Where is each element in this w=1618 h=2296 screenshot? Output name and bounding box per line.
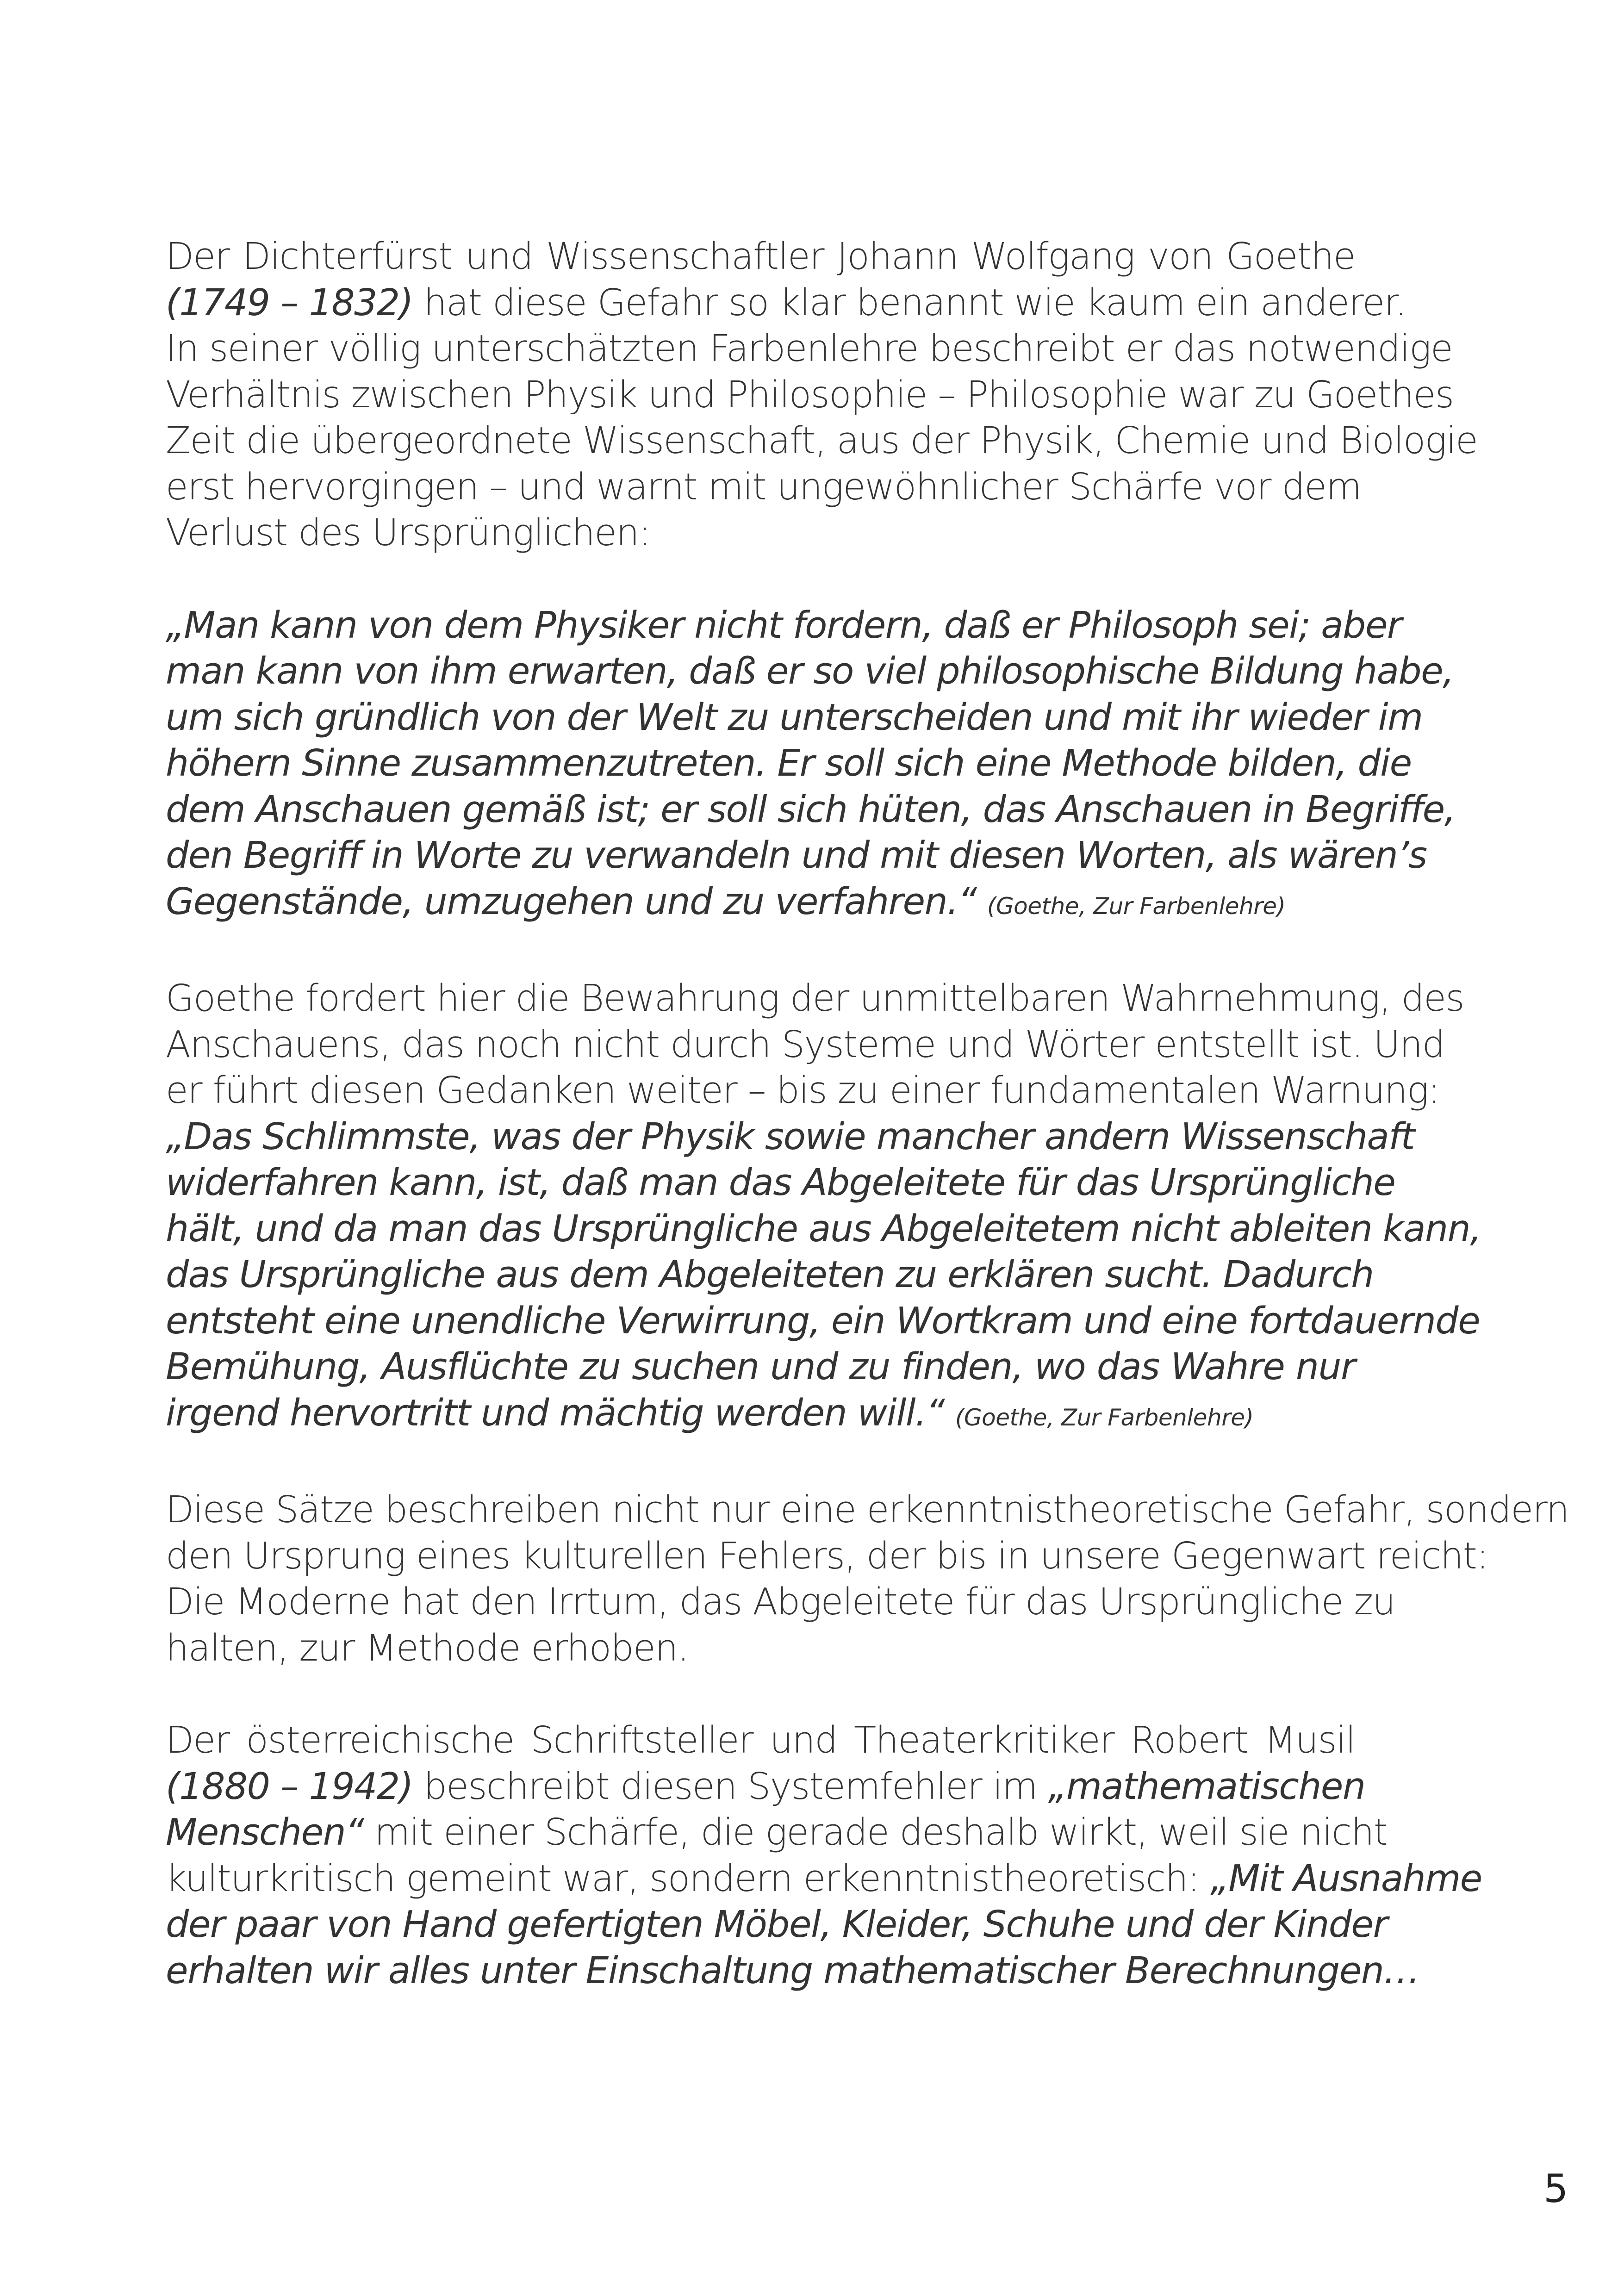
body-text: erst hervorgingen – und warnt mit ungewöhnlicher Schärfe vor dem: [166, 465, 1361, 508]
page-number: 5: [1543, 2166, 1568, 2211]
text-line: [166, 1487, 1569, 1533]
text-line: [166, 833, 1427, 879]
quote-text: irgend hervortritt und mächtig werden will.“: [166, 1391, 955, 1434]
body-text: halten, zur Methode erhoben.: [166, 1626, 689, 1669]
quote-text: höhern Sinne zusammenzutreten. Er soll sich eine Methode bilden, die: [166, 742, 1412, 784]
quote-text: „mathematischen: [1048, 1765, 1365, 1808]
quote-text: um sich gründlich von der Welt zu unterscheiden und mit ihr wieder im: [166, 696, 1423, 739]
text-line: [166, 464, 1361, 510]
body-text: Zeit die übergeordnete Wissenschaft, aus der Physik, Chemie und Biologie: [166, 419, 1478, 462]
body-text: er führt diesen Gedanken weiter – bis zu einer fundamentalen Warnung:: [166, 1069, 1440, 1112]
quote-text: (1880 – 1942): [166, 1765, 413, 1808]
text-line: [166, 1206, 1481, 1252]
body-text: Verlust des Ursprünglichen:: [166, 511, 651, 554]
text-line: [166, 648, 1454, 695]
text-line: [166, 418, 1478, 464]
quote-text: Gegenstände, umzugehen und zu verfahren.“: [166, 880, 987, 923]
citation-source: (Goethe, Zur Farbenlehre): [987, 892, 1286, 920]
quote-text: Menschen“: [166, 1811, 364, 1854]
body-text: mit einer Schärfe, die gerade deshalb wirkt, weil sie nicht: [363, 1811, 1388, 1854]
text-line: [166, 1902, 1388, 1948]
quote-text: „Man kann von dem Physiker nicht fordern, daß er Philosoph sei; aber: [166, 604, 1401, 647]
text-line: [166, 1114, 1415, 1160]
body-text: In seiner völlig unterschätzten Farbenlehre beschreibt er das notwendige: [166, 327, 1453, 370]
text-line: [166, 1022, 1445, 1068]
quote-text: entsteht eine unendliche Verwirrung, ein Wortkram und eine fortdauernde: [166, 1299, 1480, 1342]
quote-text: Bemühung, Ausflüchte zu suchen und zu finden, wo das Wahre nur: [166, 1345, 1355, 1388]
text-line: [166, 1856, 1482, 1902]
text-line: [166, 1625, 1355, 1672]
quote-text: den Begriff in Worte zu verwandeln und mit diesen Worten, als wären’s: [166, 834, 1427, 877]
body-text: hat diese Gefahr so klar benannt wie kaum ein anderer.: [412, 281, 1406, 324]
paragraph: [166, 1717, 1482, 1994]
text-line: [166, 603, 1401, 649]
text-line: [166, 1068, 1440, 1114]
text-line: [166, 372, 1454, 418]
quote-text: das Ursprüngliche aus dem Abgeleiteten zu erklären sucht. Dadurch: [166, 1253, 1374, 1296]
text-line: [166, 1717, 1355, 1764]
body-text: Anschauens, das noch nicht durch Systeme und Wörter entstellt ist. Und: [166, 1023, 1445, 1066]
text-line: [166, 740, 1412, 787]
text-line: [166, 1252, 1374, 1298]
text-line: [166, 1160, 1395, 1206]
quote-text: widerfahren kann, ist, daß man das Abgeleitete für das Ursprüngliche: [166, 1161, 1395, 1204]
text-line: [166, 1344, 1355, 1390]
paragraph: [166, 603, 1456, 930]
body-text: beschreibt diesen Systemfehler im: [412, 1765, 1048, 1808]
body-text: Diese Sätze beschreiben nicht nur eine erkenntnistheoretische Gefahr, sondern: [166, 1488, 1569, 1531]
body-text: Der Dichterfürst und Wissenschaftler Johann Wolfgang von Goethe: [166, 235, 1355, 278]
text-line: [166, 695, 1423, 741]
quote-text: hält, und da man das Ursprüngliche aus Abgeleitetem nicht ableiten kann,: [166, 1207, 1481, 1250]
text-line: [166, 326, 1453, 372]
citation-source: (Goethe, Zur Farbenlehre): [955, 1404, 1254, 1431]
quote-text: man kann von ihm erwarten, daß er so viel philosophische Bildung habe,: [166, 650, 1454, 692]
text-line: [166, 976, 1464, 1022]
text-line: [166, 1948, 1419, 1994]
paragraph: [166, 1487, 1569, 1671]
text-line: [166, 280, 1406, 326]
text-line: [166, 1810, 1388, 1856]
quote-text: (1749 – 1832): [166, 281, 413, 324]
body-text: den Ursprung eines kulturellen Fehlers, der bis in unsere Gegenwart reicht:: [166, 1534, 1488, 1577]
quote-text: „Das Schlimmste, was der Physik sowie mancher andern Wissenschaft: [166, 1115, 1415, 1158]
body-text: Die Moderne hat den Irrtum, das Abgeleitete für das Ursprüngliche zu: [166, 1580, 1395, 1623]
body-text: Der österreichische Schriftsteller und Theaterkritiker Robert Musil: [166, 1719, 1355, 1761]
text-line: [166, 234, 1355, 280]
document-body: [166, 234, 1569, 2040]
body-text: Goethe fordert hier die Bewahrung der unmittelbaren Wahrnehmung, des: [166, 977, 1464, 1020]
text-line: [166, 1390, 1355, 1441]
quote-text: erhalten wir alles unter Einschaltung mathematischer Berechnungen…: [166, 1949, 1419, 1992]
paragraph: [166, 976, 1481, 1441]
text-line: [166, 879, 1355, 930]
text-line: [166, 1764, 1365, 1810]
paragraph: [166, 234, 1478, 556]
text-line: [166, 1533, 1488, 1580]
body-text: kulturkritisch gemeint war, sondern erkenntnistheoretisch:: [166, 1857, 1210, 1900]
quote-text: dem Anschauen gemäß ist; er soll sich hüten, das Anschauen in Begriffe,: [166, 788, 1456, 831]
text-line: [166, 1579, 1395, 1625]
text-line: [166, 1298, 1480, 1344]
body-text: Verhältnis zwischen Physik und Philosophie – Philosophie war zu Goethes: [166, 373, 1454, 416]
text-line: [166, 510, 1355, 556]
text-line: [166, 787, 1456, 833]
quote-text: der paar von Hand gefertigten Möbel, Kleider, Schuhe und der Kinder: [166, 1903, 1388, 1946]
quote-text: „Mit Ausnahme: [1210, 1857, 1482, 1900]
